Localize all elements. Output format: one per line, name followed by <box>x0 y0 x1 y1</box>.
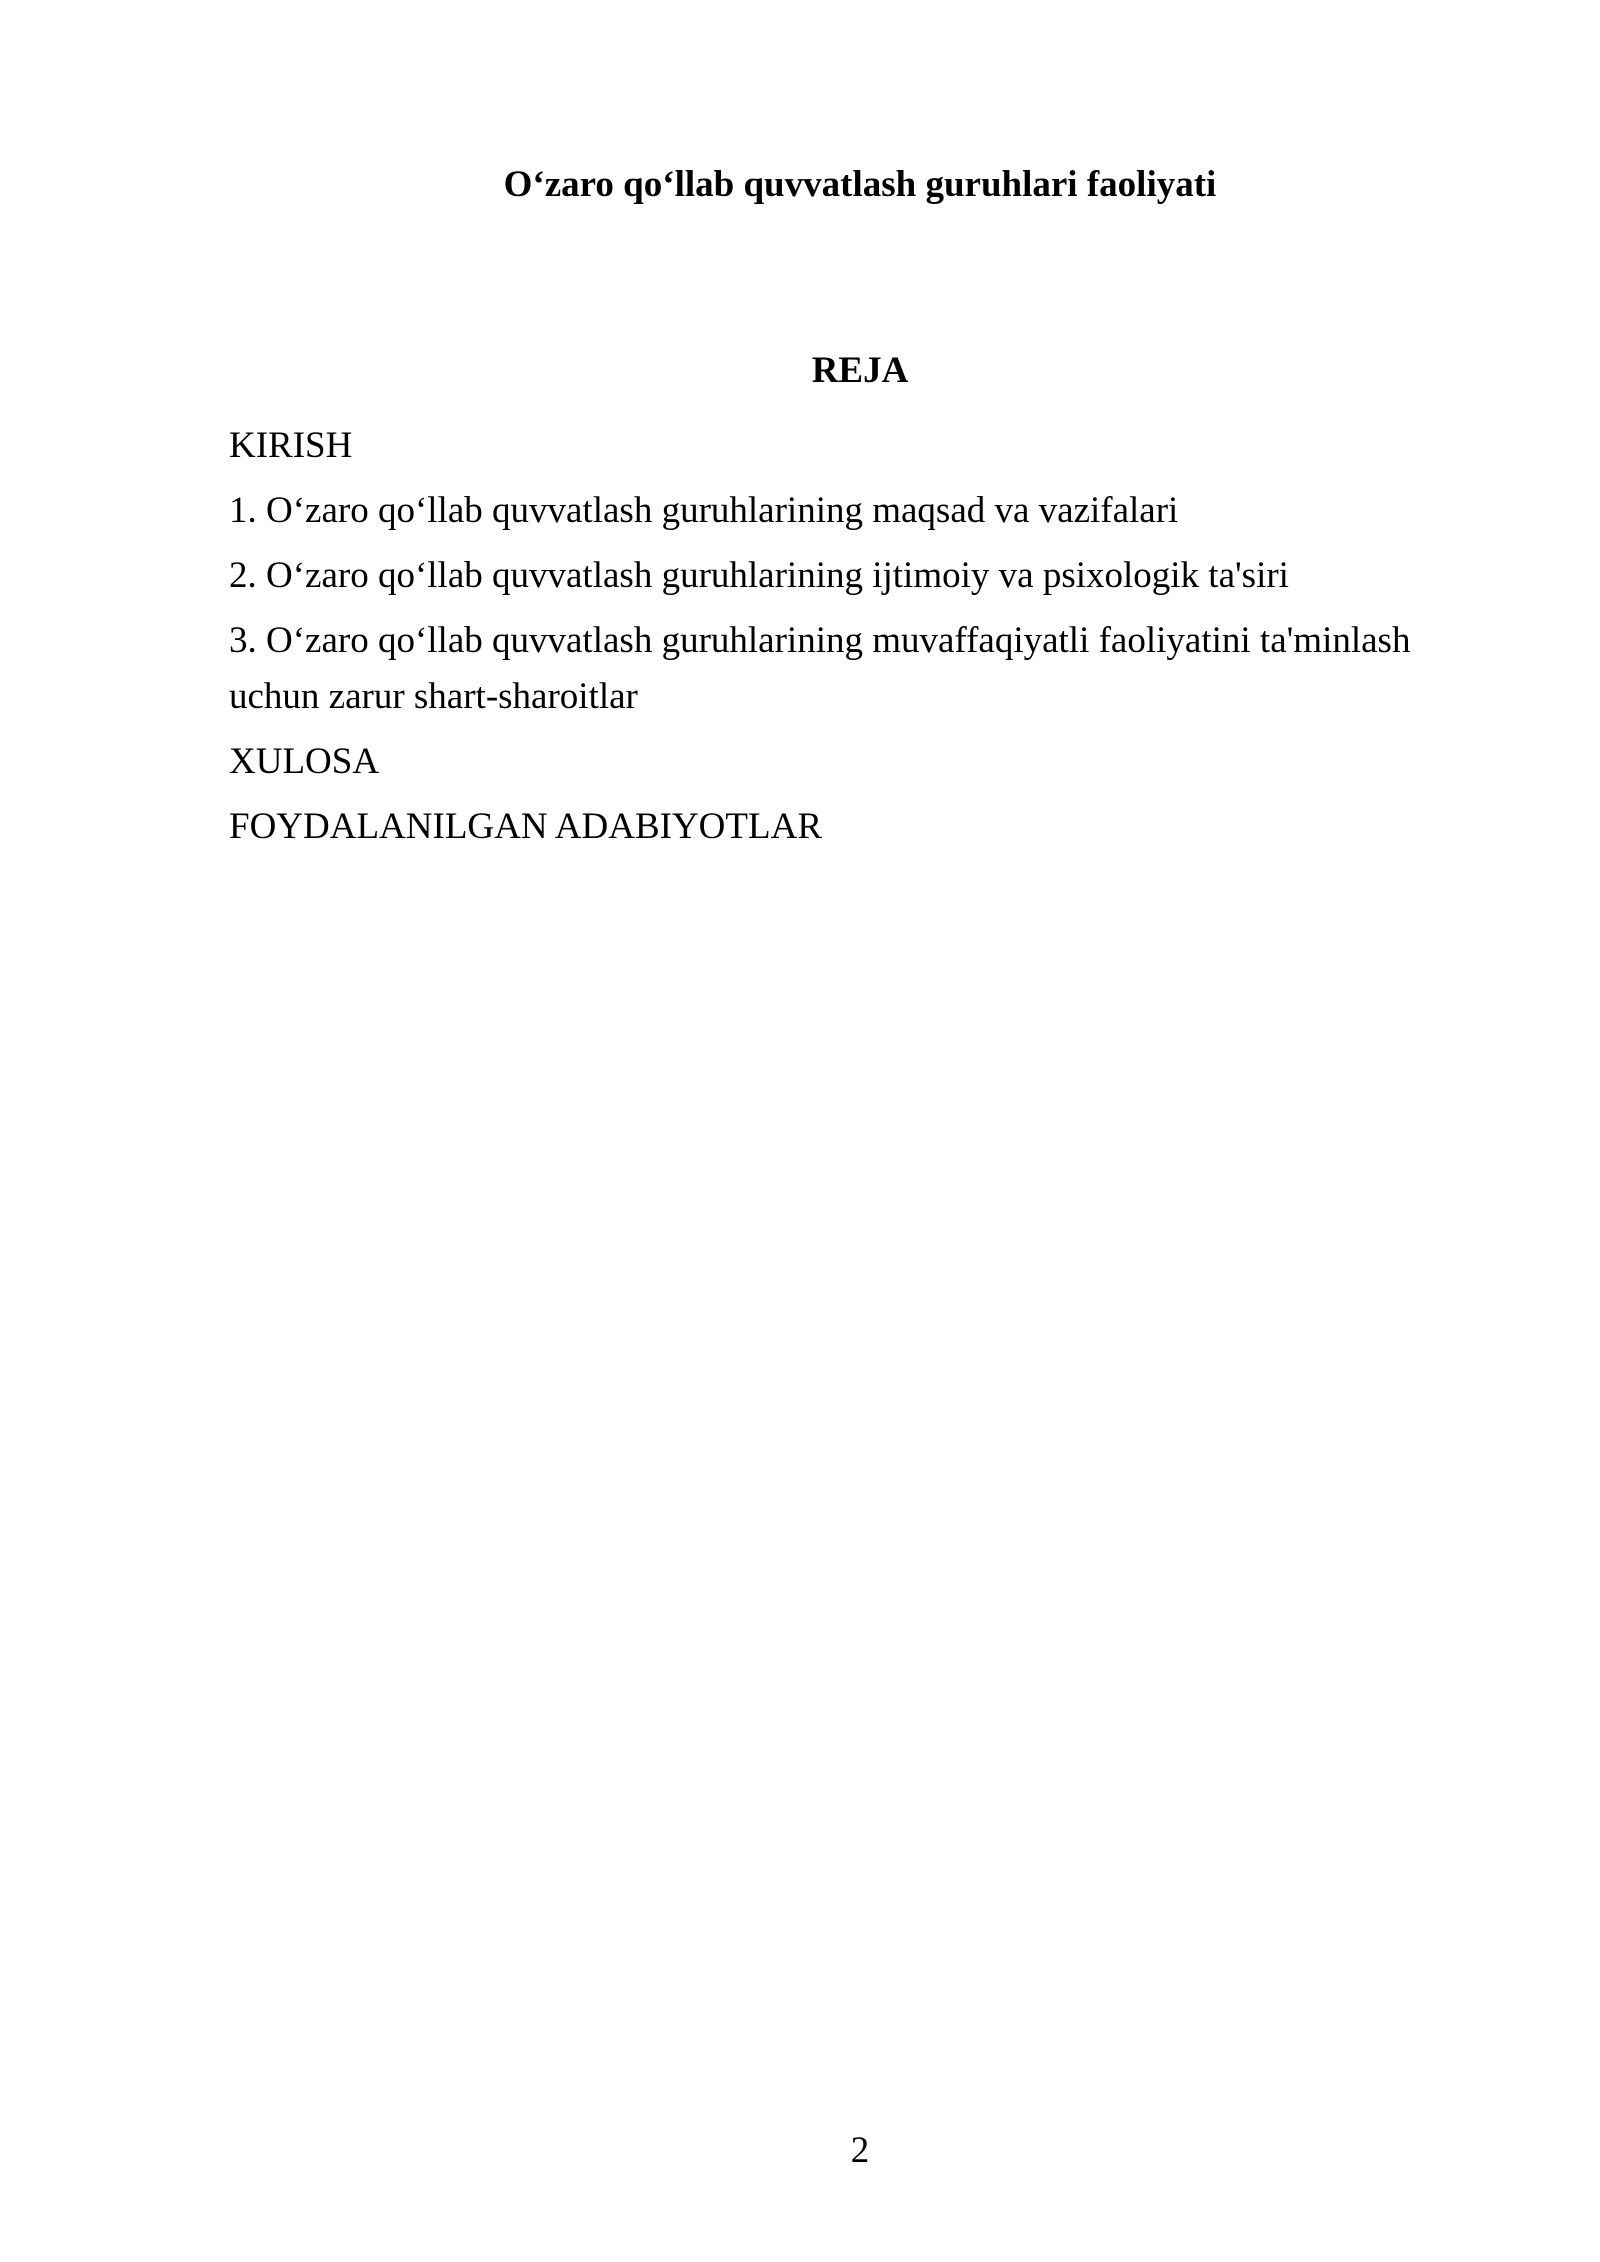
plan-item-1: 1. O‘zaro qo‘llab quvvatlash guruhlarining maqsad va vazifalari <box>229 490 1179 531</box>
plan-item-references: FOYDALANILGAN ADABIYOTLAR <box>229 806 822 847</box>
plan-item-introduction: KIRISH <box>229 425 353 466</box>
plan-list <box>229 418 1469 864</box>
plan-item-3: 3. O‘zaro qo‘llab quvvatlash guruhlarining muvaffaqiyatli faoliyatini ta'minlash uchun zarur shart-sharoitlar <box>229 620 1411 717</box>
plan-heading: REJA <box>811 350 909 391</box>
page-number: 2 <box>850 2130 870 2171</box>
plan-item-conclusion: XULOSA <box>229 741 380 782</box>
plan-item-2: 2. O‘zaro qo‘llab quvvatlash guruhlarining ijtimoiy va psixologik ta'siri <box>229 555 1289 596</box>
document-title: O‘zaro qo‘llab quvvatlash guruhlari faoliyati <box>503 164 1217 205</box>
